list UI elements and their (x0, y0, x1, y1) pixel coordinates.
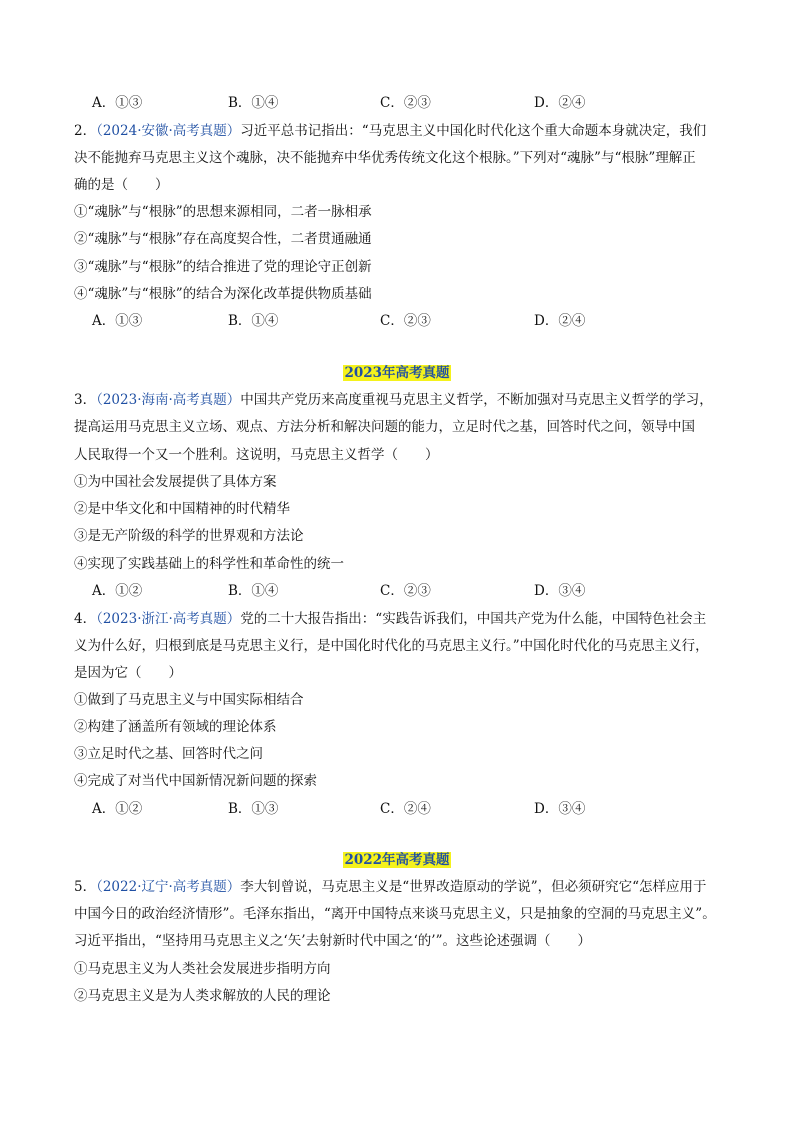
q2-option-c: C．②③ (380, 313, 431, 329)
q2-item-4: ④“魂脉”与“根脉”的结合为深化改革提供物质基础 (74, 286, 372, 302)
q3-item-1: ①为中国社会发展提供了具体方案 (74, 474, 277, 490)
q4-item-2: ②构建了涵盖所有领域的理论体系 (74, 719, 277, 735)
q4-stem-line-3: 是因为它（ ） (74, 665, 182, 681)
q4-option-d: D．③④ (534, 801, 586, 817)
q4-number: 4． (74, 611, 97, 627)
q5-source: （2022·辽宁·高考真题） (96, 879, 241, 895)
q2-stem-line-3: 确的是（ ） (74, 177, 169, 193)
q2-option-a: A．①③ (92, 313, 143, 329)
q2-options (92, 312, 732, 330)
section-2023-label: 2023年高考真题 (344, 365, 450, 381)
q3-option-c: C．②③ (380, 583, 431, 599)
q2-option-d: D．②④ (534, 313, 586, 329)
q4-option-b: B．①③ (228, 801, 279, 817)
q1-option-a: A．①③ (92, 95, 143, 111)
q4-text-1: 党的二十大报告指出：“实践告诉我们，中国共产党为什么能，中国特色社会主 (240, 611, 707, 627)
q5-stem-line-3: 习近平指出，“坚持用马克思主义之‘矢’去射新时代中国之‘的’”。这些论述强调（ ） (74, 933, 591, 949)
q4-source: （2023·浙江·高考真题） (96, 611, 241, 627)
q2-stem-line-1 (74, 122, 706, 140)
q3-text-1: 中国共产党历来高度重视马克思主义哲学，不断加强对马克思主义哲学的学习， (240, 392, 713, 408)
q5-number: 5． (74, 879, 97, 895)
q4-item-1: ①做到了马克思主义与中国实际相结合 (74, 692, 304, 708)
q5-item-1: ①马克思主义为人类社会发展进步指明方向 (74, 961, 331, 977)
q3-source: （2023·海南·高考真题） (96, 392, 241, 408)
q2-text-1: 习近平总书记指出：“马克思主义中国化时代化这个重大命题本身就决定，我们 (240, 123, 707, 139)
q2-source: （2024·安徽·高考真题） (96, 123, 241, 139)
q4-item-3: ③立足时代之基、回答时代之问 (74, 746, 263, 762)
q3-stem-line-2: 提高运用马克思主义立场、观点、方法分析和解决问题的能力，立足时代之基，回答时代之问，领导中国 (74, 419, 695, 435)
q5-stem-line-1 (74, 878, 707, 896)
q4-stem-line-1 (74, 610, 706, 628)
q3-item-3: ③是无产阶级的科学的世界观和方法论 (74, 528, 304, 544)
q4-options (92, 800, 732, 818)
q3-option-b: B．①④ (228, 583, 279, 599)
q3-options (92, 582, 732, 600)
q4-option-a: A．①② (92, 801, 143, 817)
q2-item-2: ②“魂脉”与“根脉”存在高度契合性，二者贯通融通 (74, 231, 372, 247)
q2-item-1: ①“魂脉”与“根脉”的思想来源相同，二者一脉相承 (74, 204, 372, 220)
q3-item-4: ④实现了实践基础上的科学性和革命性的统一 (74, 556, 344, 572)
section-2022-label: 2022年高考真题 (344, 852, 450, 868)
q3-option-d: D．③④ (534, 583, 586, 599)
q3-item-2: ②是中华文化和中国精神的时代精华 (74, 501, 290, 517)
q4-option-c: C．②④ (380, 801, 431, 817)
q2-item-3: ③“魂脉”与“根脉”的结合推进了党的理论守正创新 (74, 259, 372, 275)
q2-number: 2． (74, 123, 97, 139)
q1-option-c: C．②③ (380, 95, 431, 111)
q1-options (92, 94, 732, 112)
q5-item-2: ②马克思主义是为人类求解放的人民的理论 (74, 988, 331, 1004)
q1-option-d: D．②④ (534, 95, 586, 111)
q3-stem-line-1 (74, 391, 713, 409)
q2-option-b: B．①④ (228, 313, 279, 329)
q3-option-a: A．①② (92, 583, 143, 599)
q1-option-b: B．①④ (228, 95, 279, 111)
q5-text-1: 李大钊曾说，马克思主义是“世界改造原动的学说”，但必须研究它“怎样应用于 (240, 879, 707, 895)
q2-stem-line-2: 决不能抛弃马克思主义这个魂脉，决不能抛弃中华优秀传统文化这个根脉。”下列对“魂脉”与“根脉”理解正 (74, 150, 696, 166)
q4-stem-line-2: 义为什么好，归根到底是马克思主义行，是中国化时代化的马克思主义行。”中国化时代化的马克思主义行， (74, 638, 709, 654)
q4-item-4: ④完成了对当代中国新情况新问题的探索 (74, 773, 317, 789)
section-heading-2023 (0, 364, 794, 382)
q3-stem-line-3: 人民取得一个又一个胜利。这说明，马克思主义哲学（ ） (74, 447, 439, 463)
q5-stem-line-2: 中国今日的政治经济情形”。毛泽东指出，“离开中国特点来谈马克思主义，只是抽象的空洞的马克思主义”。 (74, 906, 716, 922)
q3-number: 3． (74, 392, 97, 408)
section-heading-2022 (0, 851, 794, 869)
